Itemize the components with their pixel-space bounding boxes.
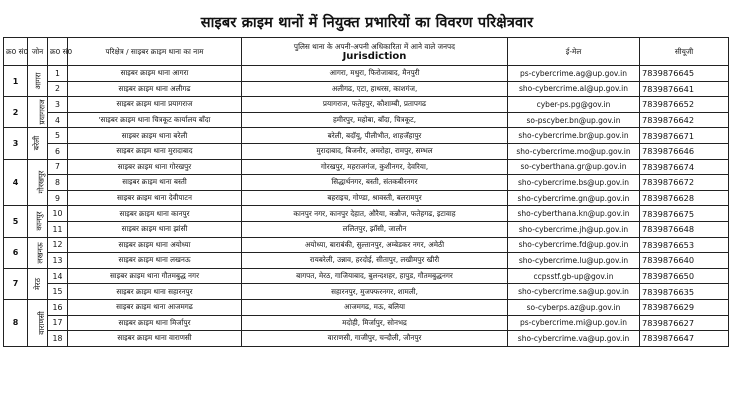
table-row xyxy=(4,253,729,269)
serial-number: 3 xyxy=(48,97,68,113)
email-address: sho-cybercrime.gn@up.gov.in xyxy=(508,190,640,206)
cug-number: 7839876627 xyxy=(640,315,729,331)
cug-number: 7839876652 xyxy=(640,97,729,113)
email-address: so-cyberthana.gr@up.gov.in xyxy=(508,159,640,175)
jurisdiction: बहराइच, गोण्डा, श्रावस्ती, बलरामपुर xyxy=(242,190,508,206)
table-row xyxy=(4,331,729,347)
zone-name-cell xyxy=(28,97,48,128)
cug-number: 7839876629 xyxy=(640,299,729,315)
cug-number: 7839876628 xyxy=(640,190,729,206)
zone-name: मेरठ xyxy=(32,277,42,290)
serial-number: 8 xyxy=(48,175,68,191)
station-name: साइबर क्राइम थाना अलीगढ xyxy=(68,81,242,97)
cug-number: 7839876641 xyxy=(640,81,729,97)
cug-number: 7839876642 xyxy=(640,112,729,128)
cug-number: 7839876671 xyxy=(640,128,729,144)
zone-name: आगरा xyxy=(33,72,43,90)
station-name: साइबर क्राइम थाना कानपुर xyxy=(68,206,242,222)
jurisdiction: बागपत, मेरठ, गाजियाबाद, बुलन्दशहर, हापुड, गौतमबुद्धनगर xyxy=(242,268,508,284)
jurisdiction: अलीगढ, एटा, हाथरस, काशगंज, xyxy=(242,81,508,97)
table-row xyxy=(4,112,729,128)
email-address: ps-cybercrime.mi@up.gov.in xyxy=(508,315,640,331)
station-name: साइबर क्राइम थाना अयोध्या xyxy=(68,237,242,253)
cug-number: 7839876647 xyxy=(640,331,729,347)
serial-number: 11 xyxy=(48,221,68,237)
zone-name-cell xyxy=(28,237,48,268)
table-row xyxy=(4,315,729,331)
table-body xyxy=(4,66,729,347)
serial-number: 17 xyxy=(48,315,68,331)
table-row xyxy=(4,190,729,206)
zone-name: प्रयागराज xyxy=(37,99,47,125)
station-name: साइबर क्राइम थाना झांसी xyxy=(68,221,242,237)
station-name: साइबर क्राइम थाना गोरखपुर xyxy=(68,159,242,175)
zone-number: 4 xyxy=(4,159,28,206)
cug-number: 7839876653 xyxy=(640,237,729,253)
table-row xyxy=(4,299,729,315)
serial-number: 14 xyxy=(48,268,68,284)
station-name: साइबर क्राइम थाना बस्ती xyxy=(68,175,242,191)
station-name: साइबर क्राइम थाना प्रयागराज xyxy=(68,97,242,113)
header-jurisdiction-hindi: पुलिस थाना के अपनी-अपनी अधिकारिता में आने वाले जनपद xyxy=(293,42,456,51)
serial-number: 6 xyxy=(48,143,68,159)
jurisdiction: मदोही, मिर्जापुर, सोनभद्र xyxy=(242,315,508,331)
table-row xyxy=(4,128,729,144)
zone-name: कानपुर xyxy=(34,211,44,232)
email-address: sho-cybercrime.mo@up.gov.in xyxy=(508,143,640,159)
cug-number: 7839876675 xyxy=(640,206,729,222)
zone-number: 8 xyxy=(4,299,28,346)
serial-number: 4 xyxy=(48,112,68,128)
zone-name: गोरखपुर xyxy=(36,171,46,194)
table-row xyxy=(4,81,729,97)
zone-number: 7 xyxy=(4,268,28,299)
email-address: ccpsstf.gb-up@gov.in xyxy=(508,268,640,284)
station-name: साइबर क्राइम थाना आजमगढ xyxy=(68,299,242,315)
header-jurisdiction xyxy=(242,38,508,66)
header-sno: क्र0 सं0 xyxy=(48,38,68,66)
cug-number: 7839876640 xyxy=(640,253,729,269)
table-row xyxy=(4,66,729,82)
jurisdiction: आगरा, मथुरा, फिरोजाबाद, मैनपुरी xyxy=(242,66,508,82)
email-address: so-pscyber.bn@up.gov.in xyxy=(508,112,640,128)
table-row xyxy=(4,175,729,191)
email-address: sho-cybercrime.sa@up.gov.in xyxy=(508,284,640,300)
page-title: साइबर क्राइम थानों में नियुक्त प्रभारियों का विवरण परिक्षेत्रवार xyxy=(200,15,534,31)
jurisdiction: कानपुर नगर, कानपुर देहात, औरैया, कन्नौज, फतेहगढ, इटावाह xyxy=(242,206,508,222)
email-address: cyber-ps.pg@gov.in xyxy=(508,97,640,113)
station-name: साइबर क्राइम थाना गौतमबुद्ध नगर xyxy=(68,268,242,284)
jurisdiction: सिद्धार्थनगर, बस्ती, संतकबीरनगर xyxy=(242,175,508,191)
email-address: sho-cybercrime.jh@up.gov.in xyxy=(508,221,640,237)
header-cug: सीयूजी xyxy=(640,38,729,66)
jurisdiction: वाराणसी, गाजीपुर, चन्दौली, जौनपुर xyxy=(242,331,508,347)
email-address: sho-cybercrime.br@up.gov.in xyxy=(508,128,640,144)
jurisdiction: रायबरेली, उन्नाव, हरदोई, सीतापुर, लखीमपुर खीरी xyxy=(242,253,508,269)
email-address: so-cyberps.az@up.gov.in xyxy=(508,299,640,315)
zone-name-cell xyxy=(28,128,48,159)
header-station-name: परिक्षेत्र / साइबर क्राइम थाना का नाम xyxy=(68,38,242,66)
header-row xyxy=(4,38,729,66)
table-row xyxy=(4,284,729,300)
serial-number: 13 xyxy=(48,253,68,269)
zone-number: 2 xyxy=(4,97,28,128)
table-row xyxy=(4,268,729,284)
jurisdiction: गोरखपुर, महराजगंज, कुशीनगर, देवरिया, xyxy=(242,159,508,175)
zone-number: 5 xyxy=(4,206,28,237)
jurisdiction: आजमगढ, मऊ, बलिया xyxy=(242,299,508,315)
header-zone: जोन xyxy=(28,38,48,66)
station-name: साइबर क्राइम थाना बरेली xyxy=(68,128,242,144)
email-address: sho-cybercrime.al@up.gov.in xyxy=(508,81,640,97)
cug-number: 7839876645 xyxy=(640,66,729,82)
table-row xyxy=(4,206,729,222)
station-name: साइबर क्राइम थाना लखनऊ xyxy=(68,253,242,269)
email-address: sho-cybercrime.bs@up.gov.in xyxy=(508,175,640,191)
serial-number: 2 xyxy=(48,81,68,97)
jurisdiction: बरेली, बदॉयू, पीलीभीत, शाहजॅहापुर xyxy=(242,128,508,144)
cug-number: 7839876650 xyxy=(640,268,729,284)
cyber-crime-stations-table xyxy=(3,37,729,347)
jurisdiction: मुरादाबाद, बिजनौर, अमरोहा, रामपुर, सम्भल xyxy=(242,143,508,159)
cug-number: 7839876672 xyxy=(640,175,729,191)
serial-number: 1 xyxy=(48,66,68,82)
email-address: sho-cyberthana.kn@up.gov.in xyxy=(508,206,640,222)
zone-name-cell xyxy=(28,66,48,97)
station-name: साइबर क्राइम थाना वाराणसी xyxy=(68,331,242,347)
zone-name-cell xyxy=(28,268,48,299)
table-row xyxy=(4,237,729,253)
serial-number: 5 xyxy=(48,128,68,144)
station-name: 'साइबर क्राइम थाना चित्रकूट कार्यालय बाँदा xyxy=(68,112,242,128)
cug-number: 7839876648 xyxy=(640,221,729,237)
zone-number: 1 xyxy=(4,66,28,97)
table-row xyxy=(4,159,729,175)
zone-name-cell xyxy=(28,299,48,346)
serial-number: 9 xyxy=(48,190,68,206)
header-jurisdiction-english: Jurisdiction xyxy=(342,51,407,62)
header-zone-sno: क्र0 सं0 xyxy=(4,38,28,66)
zone-number: 6 xyxy=(4,237,28,268)
cug-number: 7839876646 xyxy=(640,143,729,159)
table-row xyxy=(4,143,729,159)
table-row xyxy=(4,221,729,237)
zone-name: बरेली xyxy=(32,136,42,151)
zone-name-cell xyxy=(28,206,48,237)
header-email: ई-मेल xyxy=(508,38,640,66)
zone-name: वाराणसी xyxy=(36,311,46,335)
station-name: साइबर क्राइम थाना आगरा xyxy=(68,66,242,82)
jurisdiction: ललितपुर, झॉसी, जालौन xyxy=(242,221,508,237)
station-name: साइबर क्राइम थाना मुरादाबाद xyxy=(68,143,242,159)
jurisdiction: अयोध्या, बाराबंकी, सुल्तानपुर, अम्बेडकर नगर, अमेठी xyxy=(242,237,508,253)
email-address: ps-cybercrime.ag@up.gov.in xyxy=(508,66,640,82)
zone-number: 3 xyxy=(4,128,28,159)
serial-number: 12 xyxy=(48,237,68,253)
cug-number: 7839876635 xyxy=(640,284,729,300)
station-name: साइबर क्राइम थाना मिर्जापुर xyxy=(68,315,242,331)
email-address: sho-cybercrime.va@up.gov.in xyxy=(508,331,640,347)
email-address: sho-cybercrime.fd@up.gov.in xyxy=(508,237,640,253)
serial-number: 16 xyxy=(48,299,68,315)
serial-number: 10 xyxy=(48,206,68,222)
jurisdiction: सहारनपुर, मुजफ्फरनगर, शामली, xyxy=(242,284,508,300)
jurisdiction: हमीरपुर, महोबा, बाँदा, चित्रकूट, xyxy=(242,112,508,128)
station-name: साइबर क्राइम थाना सहारनपुर xyxy=(68,284,242,300)
jurisdiction: प्रयागराज, फतेहपुर, कौशाम्बी, प्रतापगढ xyxy=(242,97,508,113)
email-address: sho-cybercrime.lu@up.gov.in xyxy=(508,253,640,269)
zone-name: लखनऊ xyxy=(35,241,45,264)
serial-number: 18 xyxy=(48,331,68,347)
cug-number: 7839876674 xyxy=(640,159,729,175)
serial-number: 15 xyxy=(48,284,68,300)
serial-number: 7 xyxy=(48,159,68,175)
station-name: साइबर क्राइम थाना देवीपाटन xyxy=(68,190,242,206)
table-row xyxy=(4,97,729,113)
zone-name-cell xyxy=(28,159,48,206)
